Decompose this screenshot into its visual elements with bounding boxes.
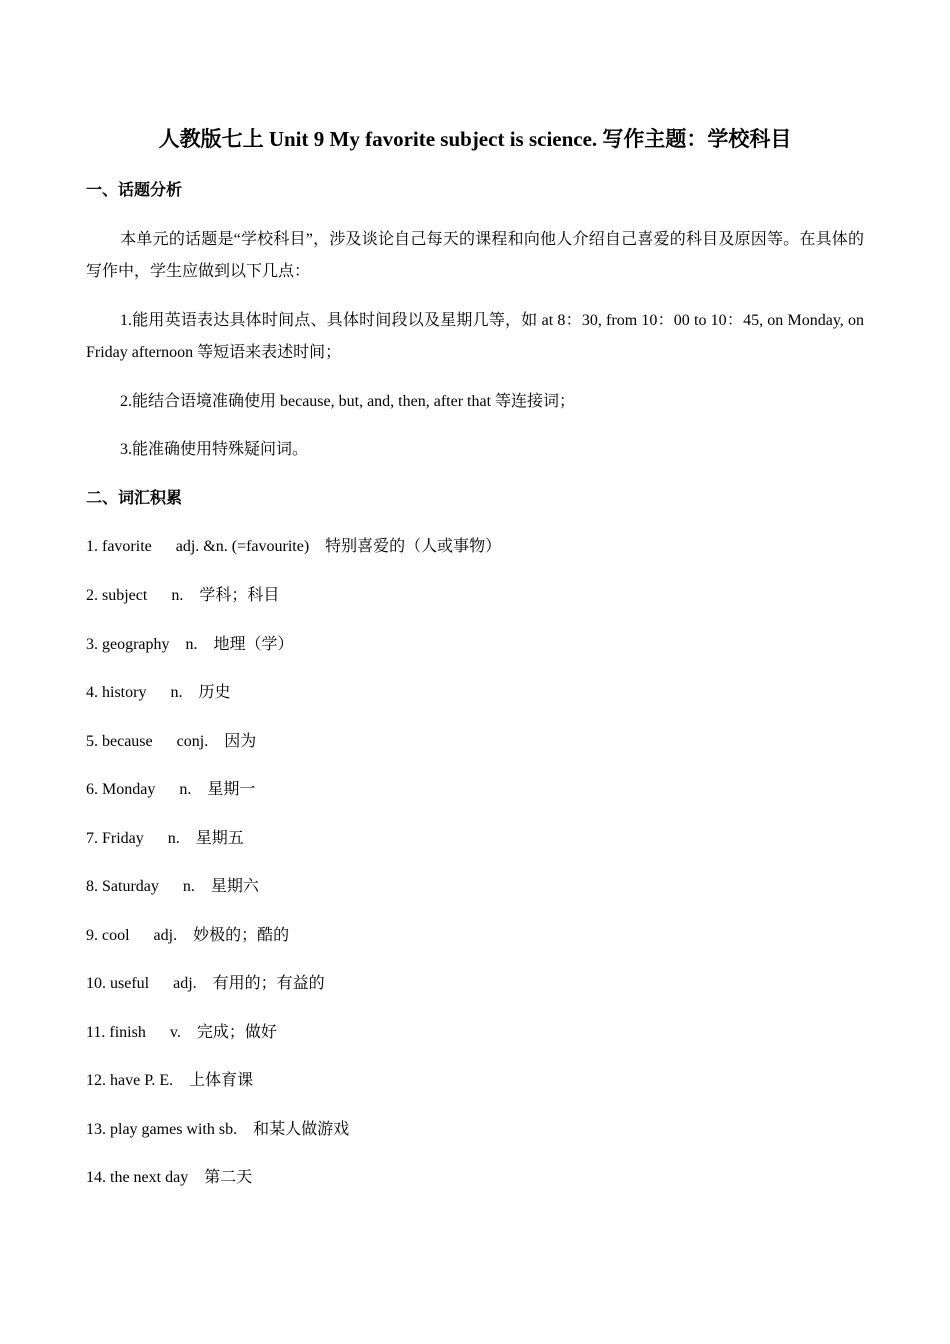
- intro-paragraph: [86, 224, 864, 288]
- document-title: 人教版七上 Unit 9 My favorite subject is science. 写作主题：学校科目: [158, 127, 792, 151]
- vocab-word: 13. play games with sb.: [86, 1121, 238, 1138]
- vocab-item: [86, 585, 279, 607]
- vocab-pos: n.: [170, 684, 183, 701]
- vocab-word: 12. have P. E.: [86, 1072, 174, 1089]
- point-2-text: 2.能结合语境准确使用 because, but, and, then, after that 等连接词；: [120, 393, 576, 410]
- vocab-pos: n.: [179, 781, 192, 798]
- vocab-pos: adj.: [153, 927, 178, 944]
- vocab-meaning: 星期六: [210, 878, 259, 895]
- vocab-meaning: 妙极的；酷的: [193, 927, 290, 944]
- section-heading-topic-analysis: 一、话题分析: [86, 182, 183, 199]
- vocab-meaning: 特别喜爱的（人或事物）: [325, 538, 502, 555]
- vocab-pos: v.: [169, 1024, 181, 1041]
- vocab-meaning: 地理（学）: [213, 636, 294, 653]
- point-1-text: 1.能用英语表达具体时间点、具体时间段以及星期几等，如 at 8：30, from 10：00 to 10：45, on Monday, on Friday afternoon 等短语来表述时间；: [86, 312, 864, 361]
- vocab-item: [86, 1070, 253, 1092]
- point-1-paragraph: [86, 305, 864, 369]
- vocab-meaning: 学科；科目: [199, 587, 280, 604]
- vocab-item: [86, 536, 501, 558]
- vocab-item: [86, 682, 230, 704]
- vocab-item: [86, 828, 244, 850]
- vocab-pos: adj. &n. (=favourite): [175, 538, 310, 555]
- vocab-meaning: 和某人做游戏: [253, 1121, 350, 1138]
- vocab-meaning: 星期五: [195, 830, 244, 847]
- vocab-word: 14. the next day: [86, 1169, 189, 1186]
- point-3-text: 3.能准确使用特殊疑问词。: [120, 441, 309, 458]
- vocab-meaning: 历史: [198, 684, 231, 701]
- vocab-item: [86, 973, 325, 995]
- vocab-pos: n.: [167, 830, 180, 847]
- vocab-pos: n.: [171, 587, 184, 604]
- vocab-word: 1. favorite: [86, 538, 152, 555]
- vocab-word: 10. useful: [86, 975, 150, 992]
- vocab-meaning: 星期一: [207, 781, 256, 798]
- vocab-word: 2. subject: [86, 587, 148, 604]
- vocab-item: [86, 925, 289, 947]
- section-heading-vocabulary: 二、词汇积累: [86, 490, 183, 507]
- vocab-pos: n.: [185, 636, 198, 653]
- vocab-item: [86, 634, 294, 656]
- vocab-item: [86, 779, 255, 801]
- vocab-word: 8. Saturday: [86, 878, 159, 895]
- point-3-paragraph: [86, 434, 864, 466]
- vocab-word: 4. history: [86, 684, 147, 701]
- vocab-word: 7. Friday: [86, 830, 144, 847]
- vocab-pos: adj.: [173, 975, 197, 992]
- vocab-word: 3. geography: [86, 636, 170, 653]
- intro-text: 本单元的话题是“学校科目”，涉及谈论自己每天的课程和向他人介绍自己喜爱的科目及原因等。在具体的写作中，学生应做到以下几点：: [86, 231, 864, 280]
- vocab-item: [86, 1119, 349, 1141]
- vocab-word: 11. finish: [86, 1024, 146, 1041]
- vocab-word: 9. cool: [86, 927, 130, 944]
- vocab-meaning: 因为: [224, 733, 257, 750]
- vocab-meaning: 第二天: [204, 1169, 253, 1186]
- vocab-meaning: 完成；做好: [196, 1024, 277, 1041]
- vocab-pos: conj.: [176, 733, 209, 750]
- vocab-word: 6. Monday: [86, 781, 156, 798]
- point-2-paragraph: [86, 386, 864, 418]
- vocab-meaning: 上体育课: [189, 1072, 254, 1089]
- vocab-item: [86, 731, 256, 753]
- vocab-item: [86, 876, 259, 898]
- vocab-word: 5. because: [86, 733, 153, 750]
- vocab-item: [86, 1167, 252, 1189]
- vocab-pos: n.: [182, 878, 195, 895]
- vocab-item: [86, 1022, 277, 1044]
- vocab-meaning: 有用的；有益的: [212, 975, 325, 992]
